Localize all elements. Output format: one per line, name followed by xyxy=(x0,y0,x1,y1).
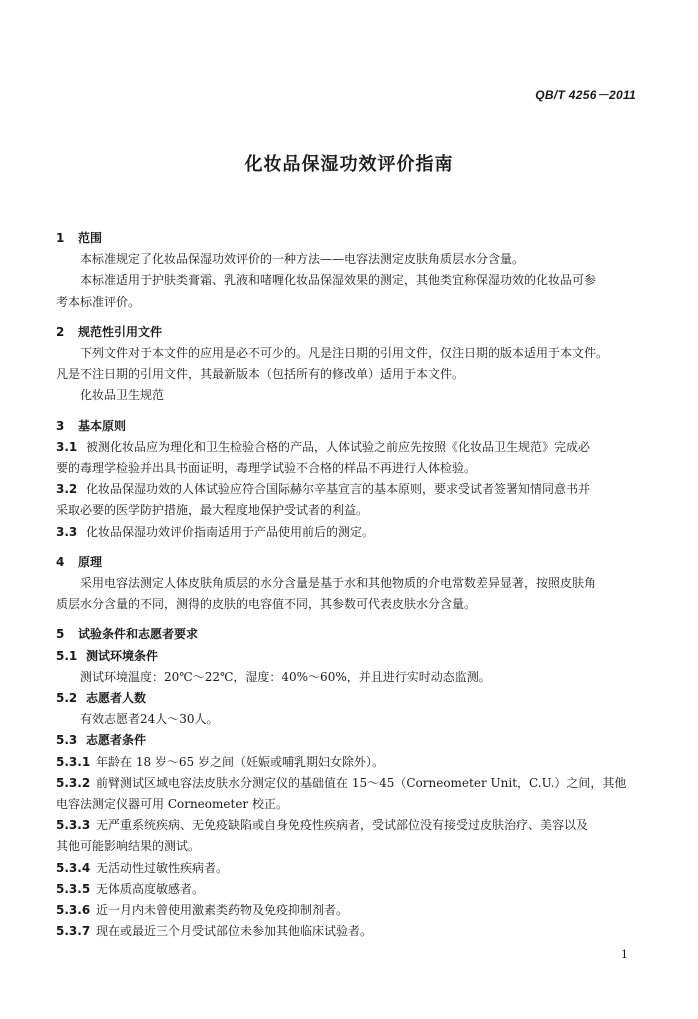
clause: 5.3.3 无严重系统疾病、无免疫缺陷或自身免疫性疾病者，受试部位没有接受过皮肤治疗、美容以及 xyxy=(56,818,589,833)
subsection-heading: 5.1 测试环境条件 xyxy=(56,648,159,663)
paragraph: 测试环境温度：20℃～22℃，湿度：40%～60%，并且进行实时动态监测。 xyxy=(80,669,491,684)
clause: 5.3.4 无活动性过敏性疾病者。 xyxy=(56,860,229,875)
clause: 3.2 化妆品保湿功效的人体试验应符合国际赫尔辛基宣言的基本原则，要求受试者签署知情同意书并 xyxy=(56,482,591,497)
clause-cont: 电容法测定仪器可用 Corneometer 校正。 xyxy=(56,797,288,812)
clause-cont: 采取必要的医学防护措施，最大程度地保护受试者的利益。 xyxy=(56,503,369,518)
clause: 3.3 化妆品保湿功效评价指南适用于产品使用前后的测定。 xyxy=(56,524,375,539)
clause-cont: 其他可能影响结果的测试。 xyxy=(56,839,201,854)
section-heading: 1 范围 xyxy=(56,231,103,245)
clause: 5.3.6 近一月内未曾使用激素类药物及免疫抑制剂者。 xyxy=(56,903,349,918)
section-heading: 3 基本原则 xyxy=(56,418,127,433)
section-heading: 4 原理 xyxy=(56,554,103,569)
paragraph: 采用电容法测定人体皮肤角质层的水分含量是基于水和其他物质的介电常数差异显著，按照皮肤角 xyxy=(80,576,597,591)
clause: 5.3.5 无体质高度敏感者。 xyxy=(56,881,205,896)
paragraph: 下列文件对于本文件的应用是必不可少的。凡是注日期的引用文件，仅注日期的版本适用于本文件。 xyxy=(80,346,609,361)
paragraph: 本标准适用于护肤类膏霜、乳液和啫喱化妆品保湿效果的测定，其他类宜称保湿功效的化妆品可参 xyxy=(80,273,597,288)
paragraph-cont: 质层水分含量的不同，测得的皮肤的电容值不同，其参数可代表皮肤水分含量。 xyxy=(56,597,477,612)
reference-item: 化妆品卫生规范 xyxy=(80,388,165,403)
clause-cont: 要的毒理学检验并出具书面证明，毒理学试验不合格的样品不再进行人体检验。 xyxy=(56,461,477,476)
document-body xyxy=(56,228,642,943)
paragraph-cont: 凡是不注日期的引用文件，其最新版本（包括所有的修改单）适用于本文件。 xyxy=(56,367,465,382)
section-heading: 2 规范性引用文件 xyxy=(56,324,163,339)
section-heading: 5 试验条件和志愿者要求 xyxy=(56,627,199,642)
paragraph: 有效志愿者24人～30人。 xyxy=(80,712,219,727)
document-title: 化妆品保湿功效评价指南 xyxy=(244,154,454,175)
subsection-heading: 5.3 志愿者条件 xyxy=(56,733,147,748)
clause: 5.3.1 年龄在 18 岁～65 岁之间（妊娠或哺乳期妇女除外）。 xyxy=(56,754,384,769)
paragraph: 本标准规定了化妆品保湿功效评价的一种方法——电容法测定皮肤角质层水分含量。 xyxy=(80,252,525,267)
page-number: 1 xyxy=(621,948,628,961)
clause: 5.3.2 前臂测试区域电容法皮肤水分测定仪的基础值在 15～45（Corneometer Unit，C.U.）之间，其他 xyxy=(56,775,627,790)
subsection-heading: 5.2 志愿者人数 xyxy=(56,691,147,706)
paragraph-cont: 考本标准评价。 xyxy=(56,294,141,309)
standard-code: QB/T 4256－2011 xyxy=(535,88,636,102)
clause: 3.1 被测化妆品应为理化和卫生检验合格的产品，人体试验之前应先按照《化妆品卫生规范》完成必 xyxy=(56,439,591,454)
clause: 5.3.7 现在或最近三个月受试部位未参加其他临床试验者。 xyxy=(56,924,373,939)
